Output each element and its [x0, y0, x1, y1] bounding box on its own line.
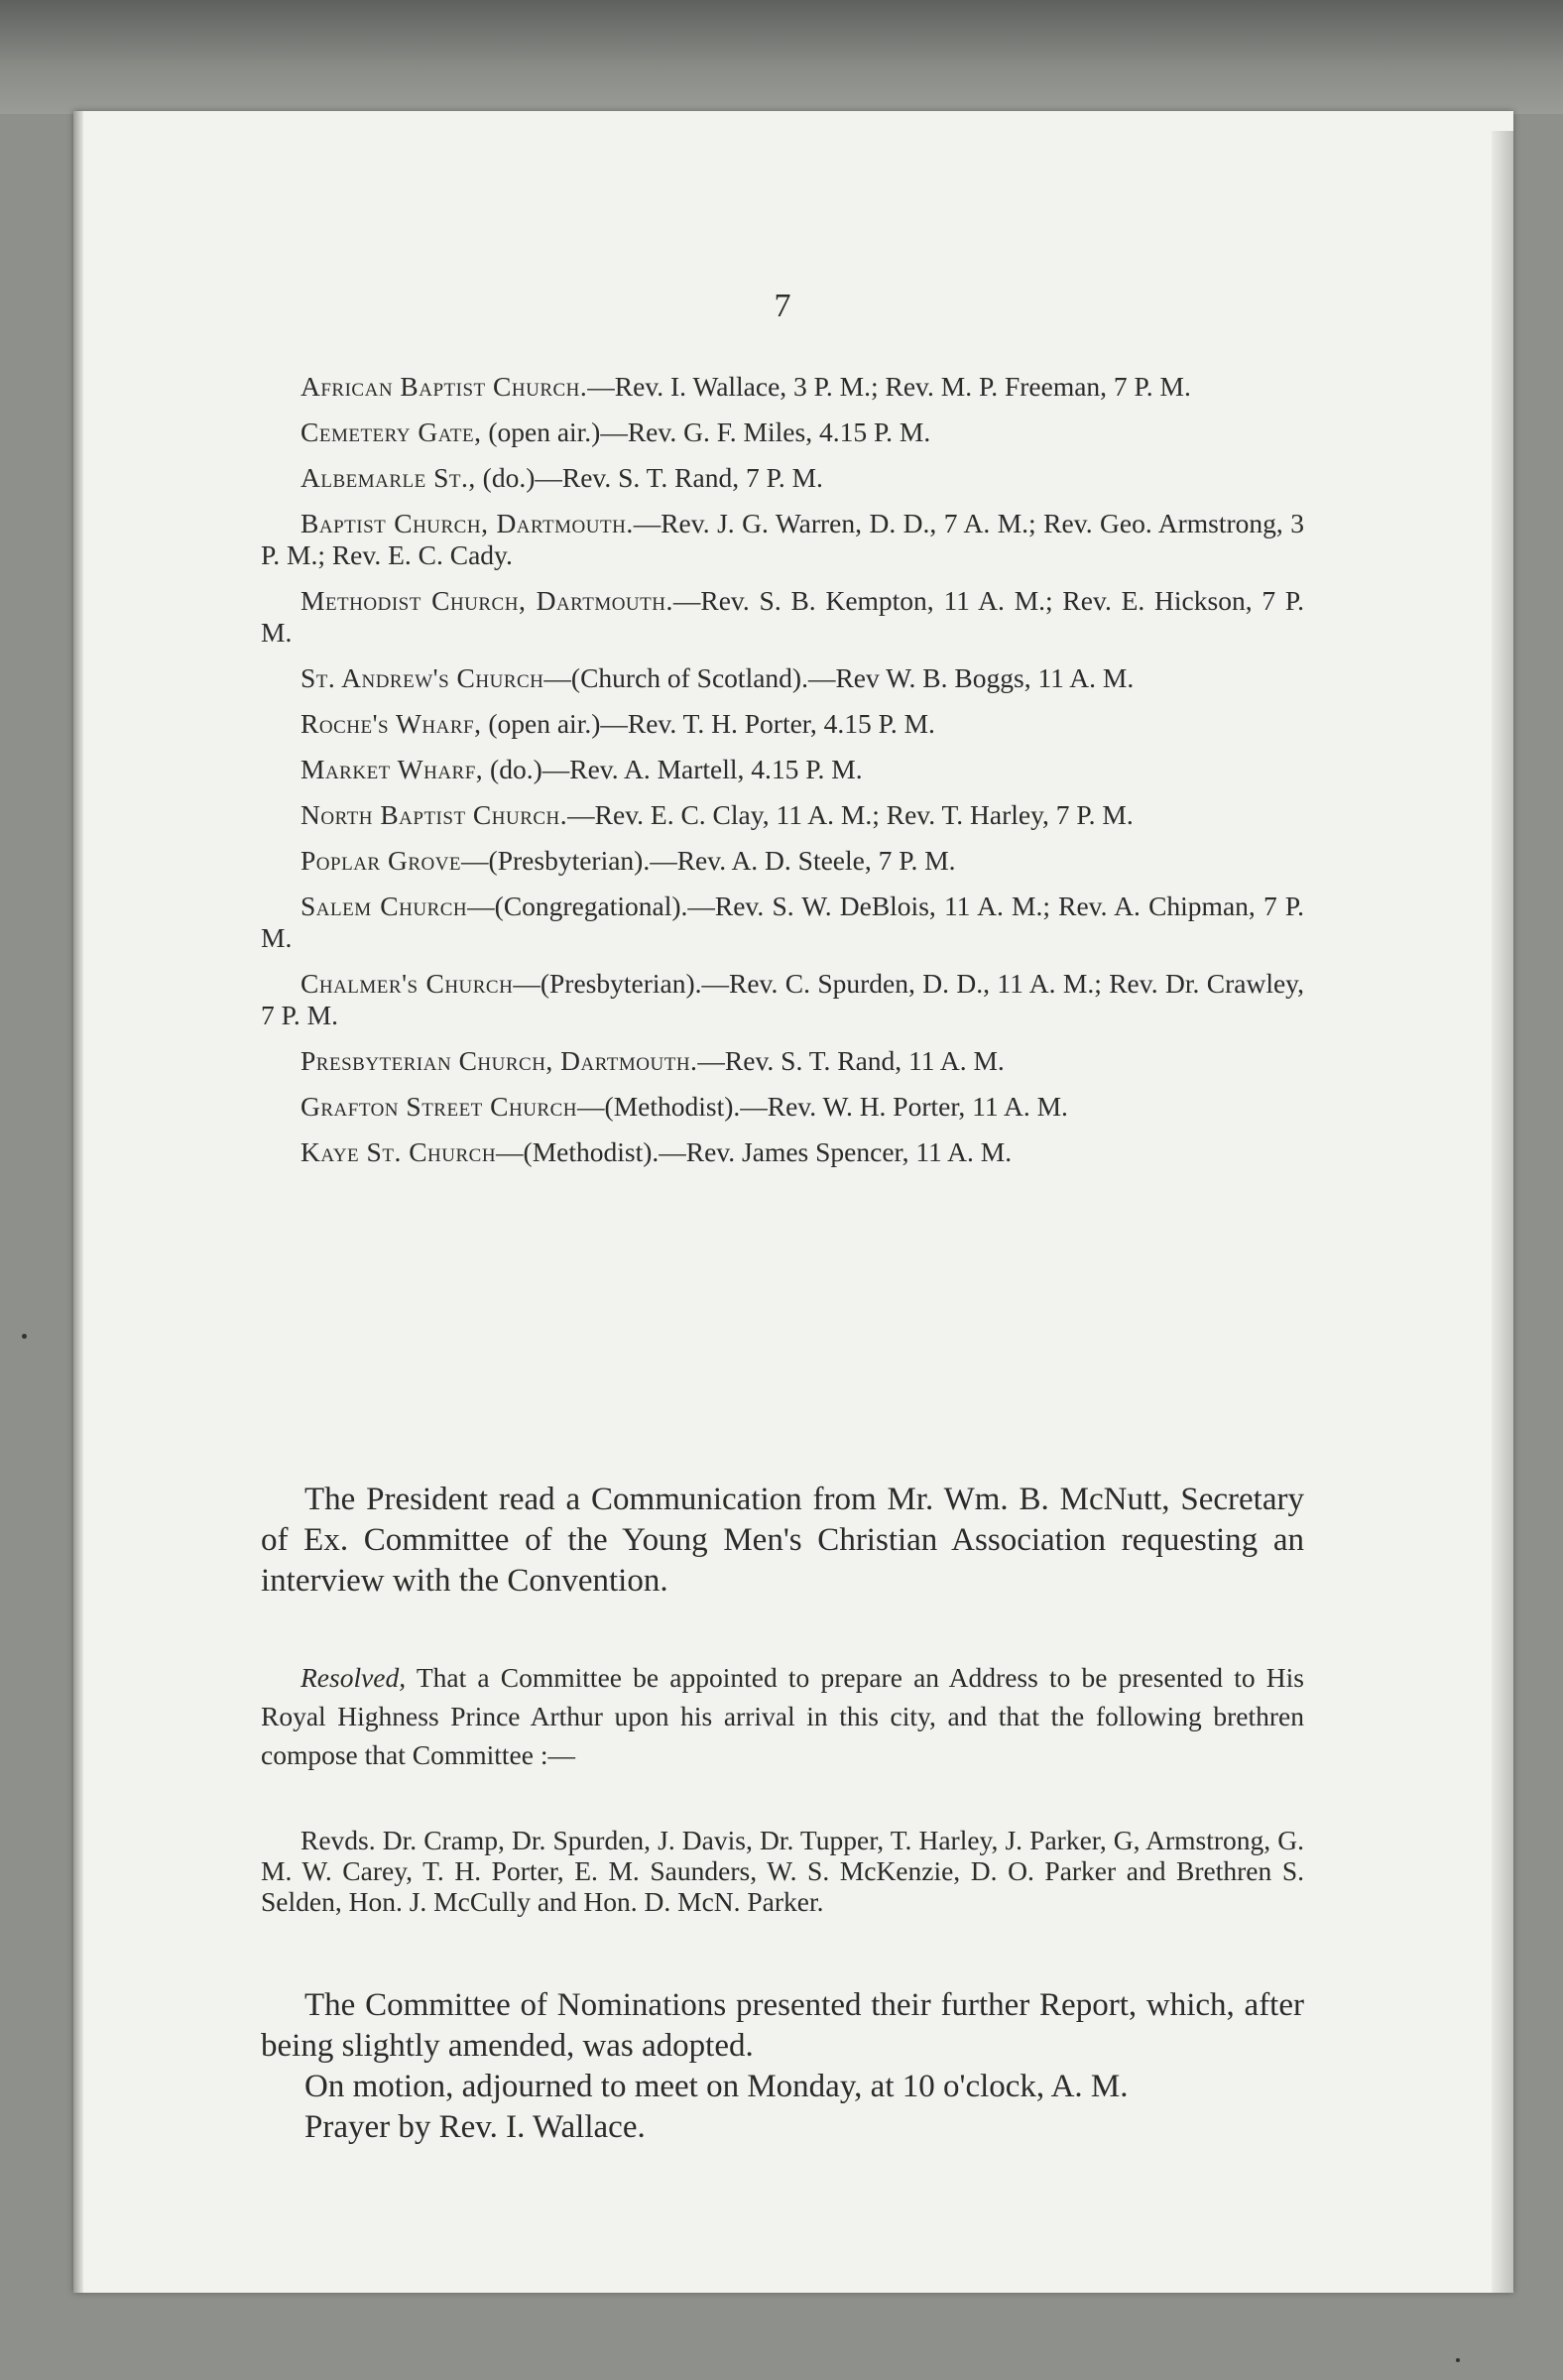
entry-text: (open air.)—Rev. T. H. Porter, 4.15 P. M. [481, 708, 935, 739]
entry-name: Poplar Grove [301, 845, 462, 876]
service-list [261, 371, 1304, 1182]
nominations-paragraph: The Committee of Nominations presented their further Report, which, after being slightly amended, was adopted. [261, 1987, 1304, 2064]
entry-text: —Rev. I. Wallace, 3 P. M.; Rev. M. P. Freeman, 7 P. M. [587, 371, 1191, 402]
entry-name: Methodist Church, Dartmouth. [301, 585, 673, 616]
scan-speck [22, 1334, 27, 1339]
entry-name: Kaye St. Church [301, 1136, 497, 1167]
entry-name: Presbyterian Church, Dartmouth. [301, 1045, 698, 1076]
entry-name: North Baptist Church. [301, 799, 568, 830]
entry-name: Chalmer's Church [301, 968, 514, 999]
president-paragraph: The President read a Communication from Mr. Wm. B. McNutt, Secretary of Ex. Committee of the Young Men's Christian Association requesting an interview with the Convention. [261, 1482, 1304, 1599]
entry-text: —(Presbyterian).—Rev. A. D. Steele, 7 P. M. [461, 845, 956, 876]
entry-name: Market Wharf, [301, 754, 484, 784]
page-right-edge [1492, 131, 1513, 2293]
entry-name: St. Andrew's Church [301, 662, 544, 693]
service-entry [261, 891, 1304, 954]
service-entry [261, 845, 1304, 877]
entry-name: Albemarle St., [301, 462, 476, 493]
service-entry [261, 462, 1304, 494]
page-number: 7 [774, 288, 791, 324]
entry-text: (do.)—Rev. A. Martell, 4.15 P. M. [483, 754, 863, 784]
entry-text: —Rev. J. G. Warren, D. D., 7 A. M.; Rev. Geo. Armstrong, 3 P. M.; Rev. E. C. Cady. [261, 508, 1304, 570]
scan-speck [1456, 2358, 1460, 2362]
page-left-edge [73, 111, 83, 2293]
entry-name: Cemetery Gate, [301, 416, 482, 447]
entry-text: —Rev. E. C. Clay, 11 A. M.; Rev. T. Harley, 7 P. M. [567, 799, 1134, 830]
entry-text: —(Congregational).—Rev. S. W. DeBlois, 11 A. M.; Rev. A. Chipman, 7 P. M. [261, 891, 1304, 953]
entry-text: —(Methodist).—Rev. James Spencer, 11 A. M. [496, 1136, 1013, 1167]
service-entry [261, 799, 1304, 831]
service-entry [261, 708, 1304, 740]
entry-text: —Rev. S. B. Kempton, 11 A. M.; Rev. E. Hickson, 7 P. M. [261, 585, 1304, 648]
entry-name: Grafton Street Church [301, 1091, 578, 1122]
service-entry [261, 416, 1304, 448]
entry-text: (open air.)—Rev. G. F. Miles, 4.15 P. M. [481, 416, 931, 447]
entry-text: —(Methodist).—Rev. W. H. Porter, 11 A. M. [577, 1091, 1068, 1122]
committee-names: Revds. Dr. Cramp, Dr. Spurden, J. Davis, Dr. Tupper, T. Harley, J. Parker, G, Armstrong, G. M. W. Carey, T. H. Porter, E. M. Saunders, W. S. McKenzie, D. O. Parker and Brethren S. Selden, Hon. J. McCully and Hon. D. McN. Parker. [261, 1825, 1304, 1917]
service-entry [261, 508, 1304, 571]
entry-name: African Baptist Church. [301, 371, 588, 402]
entry-name: Salem Church [301, 891, 468, 921]
closing-section [261, 1985, 1304, 2148]
entry-name: Baptist Church, Dartmouth. [301, 508, 634, 538]
service-entry [261, 1136, 1304, 1168]
resolution-text: That a Committee be appointed to prepare an Address to be presented to His Royal Highness Prince Arthur upon his arrival in this city, and that the following brethren compose that Committee :— [261, 1662, 1304, 1770]
entry-text: (do.)—Rev. S. T. Rand, 7 P. M. [475, 462, 823, 493]
prayer-paragraph: Prayer by Rev. I. Wallace. [304, 2109, 646, 2145]
service-entry [261, 754, 1304, 785]
scan-background [0, 0, 1563, 114]
resolved-label: Resolved, [301, 1662, 407, 1693]
service-entry [261, 1045, 1304, 1077]
service-entry [261, 585, 1304, 649]
service-entry [261, 1091, 1304, 1123]
entry-text: —(Church of Scotland).—Rev W. B. Boggs, 11 A. M. [543, 662, 1135, 693]
entry-text: —Rev. S. T. Rand, 11 A. M. [697, 1045, 1005, 1076]
entry-text: —(Presbyterian).—Rev. C. Spurden, D. D., 11 A. M.; Rev. Dr. Crawley, 7 P. M. [261, 968, 1305, 1030]
service-entry [261, 968, 1304, 1031]
adjournment-paragraph: On motion, adjourned to meet on Monday, at 10 o'clock, A. M. [304, 2069, 1129, 2104]
entry-name: Roche's Wharf, [301, 708, 482, 739]
service-entry [261, 371, 1304, 403]
service-entry [261, 662, 1304, 694]
document-page [73, 111, 1513, 2293]
resolution-paragraph [261, 1658, 1304, 1774]
